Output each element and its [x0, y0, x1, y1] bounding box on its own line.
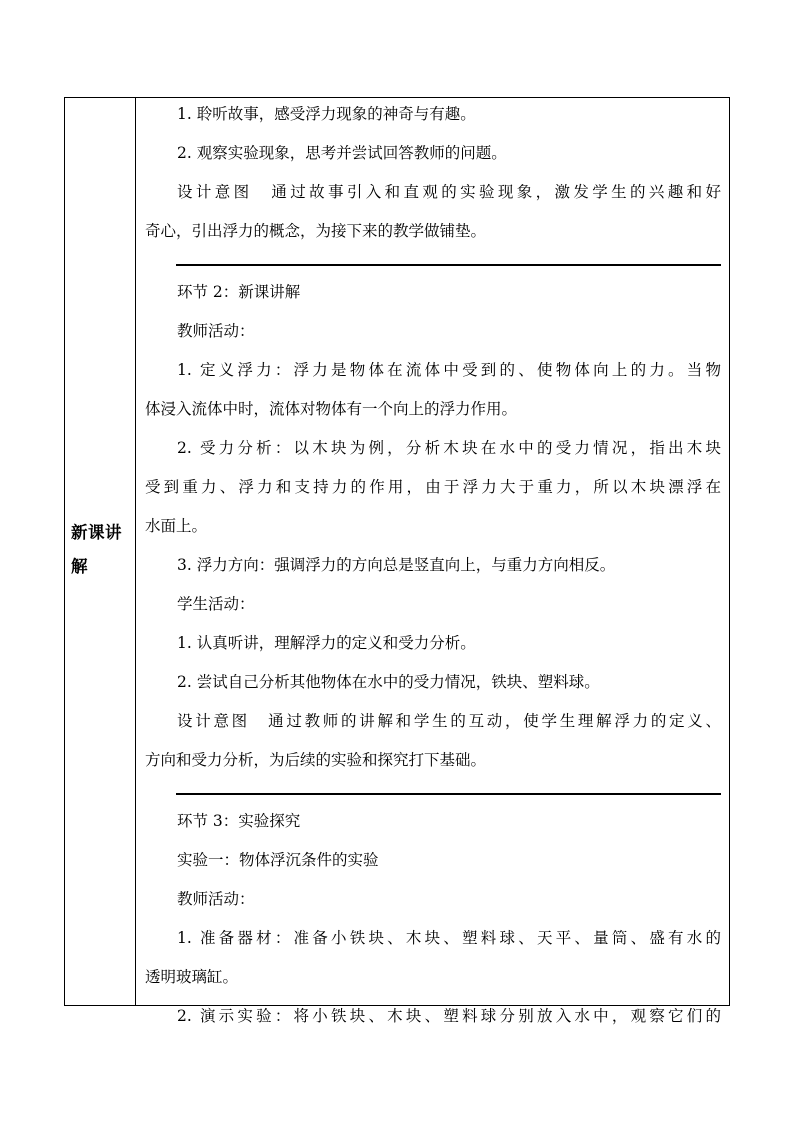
intro-line-1: 1. 聆听故事，感受浮力现象的神奇与有趣。: [177, 105, 476, 123]
step2-student-2: 2. 尝试自己分析其他物体在水中的受力情况，铁块、塑料球。: [177, 673, 600, 691]
section-label: 新课讲解: [71, 522, 122, 576]
section-label-cell: [65, 98, 136, 1005]
step2-p1-line-1: 1. 定义浮力：浮力是物体在流体中受到的、使物体向上的力。当物: [177, 361, 721, 379]
step2-design-line-1: 设计意图 通过教师的讲解和学生的互动，使学生理解浮力的定义、: [177, 712, 721, 730]
step3-experiment-title: 实验一：物体浮沉条件的实验: [177, 851, 379, 869]
step2-title: 环节 2：新课讲解: [177, 283, 301, 301]
step3-p2-line-1: 2. 演示实验：将小铁块、木块、塑料球分别放入水中，观察它们的: [177, 1007, 721, 1025]
intro-line-2: 2. 观察实验现象，思考并尝试回答教师的问题。: [177, 144, 507, 162]
step2-p3: 3. 浮力方向：强调浮力的方向总是竖直向上，与重力方向相反。: [177, 556, 616, 574]
step2-student-1: 1. 认真听讲，理解浮力的定义和受力分析。: [177, 634, 476, 652]
step2-p1-line-2: 体浸入流体中时，流体对物体有一个向上的浮力作用。: [145, 400, 518, 418]
step3-p1-line-2: 透明玻璃缸。: [145, 968, 239, 986]
content-cell: [136, 98, 729, 1025]
step3-p1-line-1: 1. 准备器材：准备小铁块、木块、塑料球、天平、量筒、盛有水的: [177, 929, 721, 947]
step3-teacher-heading: 教师活动：: [177, 890, 255, 908]
section-divider: [176, 793, 721, 795]
step2-student-heading: 学生活动：: [177, 595, 255, 613]
section-divider: [176, 264, 721, 266]
lesson-table: [64, 97, 730, 1025]
step2-design-line-2: 方向和受力分析，为后续的实验和探究打下基础。: [145, 751, 487, 769]
intro-design-line-1: 设计意图 通过故事引入和直观的实验现象，激发学生的兴趣和好: [177, 183, 721, 201]
step2-p2-line-2: 受到重力、浮力和支持力的作用，由于浮力大于重力，所以木块漂浮在: [145, 478, 721, 496]
step2-p2-line-1: 2. 受力分析：以木块为例，分析木块在水中的受力情况，指出木块: [177, 439, 721, 457]
intro-design-line-2: 奇心，引出浮力的概念，为接下来的教学做铺垫。: [145, 222, 487, 240]
step2-p2-line-3: 水面上。: [145, 517, 208, 535]
step3-title: 环节 3：实验探究: [177, 812, 301, 830]
step2-teacher-heading: 教师活动：: [177, 322, 255, 340]
